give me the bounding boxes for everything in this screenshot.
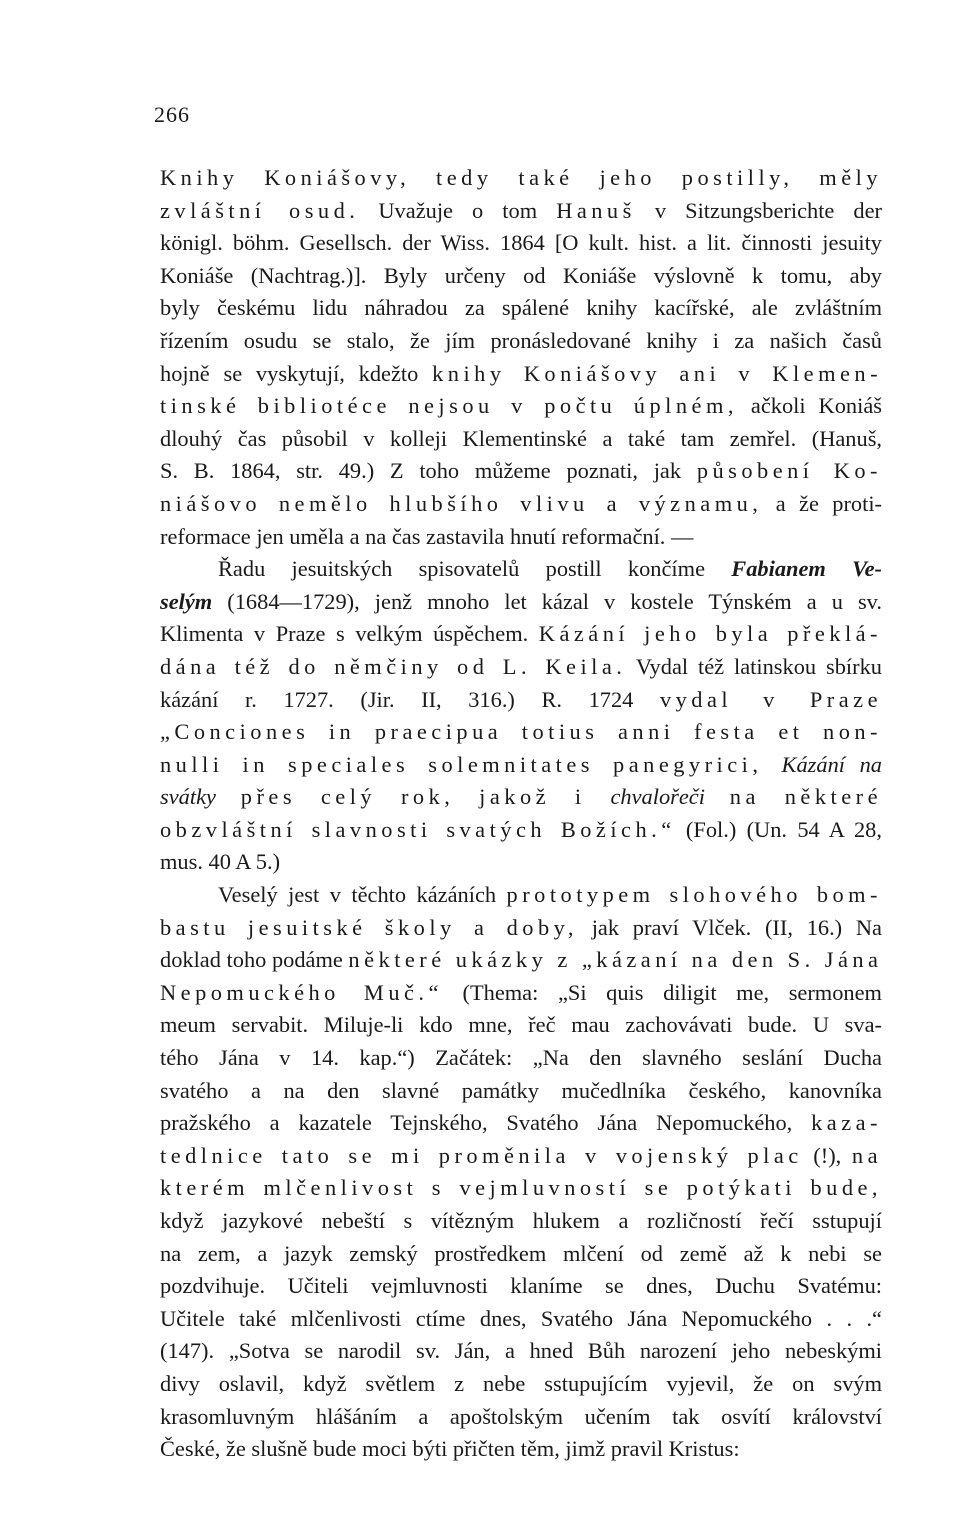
text-run: Veselý jest v těchto kázáních <box>218 882 507 908</box>
text-line <box>160 1042 882 1075</box>
body-text <box>160 162 882 1466</box>
text-run: Koniáše (Nachtrag.)]. Byly určeny od Koniáše výslovně k tomu, aby <box>160 262 882 288</box>
text-line <box>160 1368 882 1401</box>
text-run: dlouhý čas působil v kolleji Klementinské a také tam zemřel. (Hanuš, <box>160 425 882 451</box>
text-line <box>160 162 882 195</box>
text-line <box>160 1401 882 1434</box>
text-line <box>160 1205 882 1238</box>
text-run: hojně se vyskytují, kdežto <box>160 360 433 386</box>
text-line <box>160 781 882 814</box>
text-line <box>160 749 882 782</box>
text-line <box>160 358 882 391</box>
text-line <box>160 1238 882 1271</box>
text-line <box>160 521 882 554</box>
text-line <box>160 1075 882 1108</box>
text-run: když jazykové nebeští s vítězným hlukem a rozličností řečí sstupují <box>160 1208 882 1233</box>
text-run: chvalořeči <box>610 784 705 810</box>
text-line <box>160 586 882 619</box>
text-run: Uvažuje o tom <box>359 197 557 223</box>
text-line <box>160 716 882 749</box>
text-run: (Thema: „Si quis diligit me, sermonem <box>442 979 882 1005</box>
text-run: přes celý rok, jakož i <box>215 784 611 810</box>
text-line <box>160 1433 882 1466</box>
text-line <box>160 195 882 228</box>
text-run: ačkoli Koniáš <box>737 393 882 419</box>
text-run: (!), <box>802 1142 852 1168</box>
text-line <box>160 814 882 847</box>
text-run: „Conciones in praecipua totius anni festa et non- <box>160 719 882 745</box>
text-run: svatého a na den slavné památky mučedlníka českého, kanovníka <box>160 1077 882 1103</box>
page-number: 266 <box>154 102 190 127</box>
text-line <box>160 227 882 260</box>
text-run: řízením osudu se stalo, že jím pronásledované knihy i za našich časů <box>160 327 882 353</box>
text-run: působení Ko- <box>696 458 882 484</box>
text-run: v Sitzungsberichte der <box>635 197 882 223</box>
text-run: Kázání na <box>781 751 882 777</box>
text-run: divy oslavil, když světlem z nebe sstupujícím vyjevil, že on svým <box>160 1370 882 1396</box>
text-line <box>160 390 882 423</box>
text-run: České, že slušně bude moci býti přičten těm, jimž pravil Kristus: <box>160 1436 740 1462</box>
text-run: Knihy Koniášovy, tedy také jeho postilly, měly <box>160 165 882 190</box>
text-line <box>160 618 882 651</box>
text-run: dána též do němčiny od L. Keila. <box>160 653 627 679</box>
text-run: byly českému lidu náhradou za spálené knihy kacířské, ale zvláštním <box>160 295 882 321</box>
text-line <box>160 1140 882 1173</box>
text-run: S. B. 1864, str. 49.) Z toho můžeme poznati, jak <box>160 458 697 484</box>
text-run: obzvláštní slavnosti svatých Božích.“ <box>160 816 676 842</box>
text-run: prototypem slohového bom- <box>506 882 882 908</box>
text-run: a že proti- <box>762 490 882 516</box>
text-run: königl. böhm. Gesellsch. der Wiss. 1864 [O kult. hist. a lit. činnosti jesuity <box>160 230 882 256</box>
text-run: (147). „Sotva se narodil sv. Ján, a hned Bůh narození jeho nebeskými <box>160 1338 882 1364</box>
text-run: pražského a kazatele Tejnského, Svatého Jána Nepomuckého, <box>160 1110 812 1136</box>
text-run: krasomluvným hlášáním a apoštolským učením tak osvítí království <box>160 1403 882 1429</box>
text-run: vydal v Praze <box>659 686 882 712</box>
text-line <box>160 260 882 293</box>
text-run: Kázání jeho byla překlá- <box>538 621 882 647</box>
text-run: svátky <box>160 784 216 810</box>
text-run: na <box>851 1142 882 1168</box>
text-line <box>160 1270 882 1303</box>
text-run: bastu jesuitské školy a doby, <box>160 914 578 940</box>
text-line <box>160 488 882 521</box>
text-run: Hanuš <box>556 197 636 223</box>
text-line <box>160 912 882 945</box>
text-line <box>160 1303 882 1336</box>
text-run: kaza- <box>811 1110 882 1136</box>
text-run: tého Jána v 14. kap.“) Začátek: „Na den slavného seslání Ducha <box>160 1045 882 1071</box>
text-line <box>160 553 882 586</box>
text-run: na některé <box>704 784 882 810</box>
text-run: kterém mlčenlivost s vejmluvností se potýkati bude, <box>160 1175 882 1201</box>
text-run: Nepomuckého Muč.“ <box>160 979 443 1005</box>
text-line <box>160 1009 882 1042</box>
text-line <box>160 977 882 1010</box>
text-line <box>160 684 882 717</box>
text-line <box>160 1172 882 1205</box>
text-run: tinské bibliotéce nejsou v počtu úplném, <box>160 393 738 419</box>
text-run: tedlnice tato se mi proměnila v vojenský plac <box>160 1142 803 1168</box>
text-run: (Fol.) (Un. 54 A 28, <box>675 816 882 842</box>
text-line <box>160 1335 882 1368</box>
text-run: meum servabit. Miluje-li kdo mne, řeč mau zachovávati bude. U sva- <box>160 1012 882 1038</box>
text-run: Učitele také mlčenlivosti ctíme dnes, Svatého Jána Nepomuckého . . .“ <box>160 1305 882 1331</box>
text-line <box>160 651 882 684</box>
text-line <box>160 944 882 977</box>
text-line <box>160 423 882 456</box>
text-line <box>160 879 882 912</box>
text-run: selým <box>160 588 213 614</box>
text-run: Vydal též latinskou sbírku <box>626 653 882 679</box>
text-line <box>160 325 882 358</box>
text-line <box>160 455 882 488</box>
text-run: Klimenta v Praze s velkým úspěchem. <box>160 621 539 647</box>
text-run: knihy Koniášovy ani v Klemen- <box>432 360 882 386</box>
text-run: Řadu jesuitských spisovatelů postill končíme <box>218 556 732 582</box>
text-run: zvláštní osud. <box>160 197 360 223</box>
text-run: Fabianem Ve- <box>731 556 882 582</box>
text-run: mus. 40 A 5.) <box>160 849 281 875</box>
text-run: pozdvihuje. Učiteli vejmluvnosti klaníme se dnes, Duchu Svatému: <box>160 1273 882 1299</box>
text-run: na zem, a jazyk zemský prostředkem mlčení od země až k nebi se <box>160 1240 882 1266</box>
text-run: některé ukázky z „kázaní na den S. Jána <box>348 947 882 973</box>
text-run: reformace jen uměla a na čas zastavila hnutí reformační. — <box>160 523 694 549</box>
text-run: nulli in speciales solemnitates panegyrici, <box>160 751 782 777</box>
text-run: kázání r. 1727. (Jir. II, 316.) R. 1724 <box>160 686 660 712</box>
text-run: (1684—1729), jenž mnoho let kázal v kostele Týnském a u sv. <box>212 588 882 614</box>
text-run: niášovo nemělo hlubšího vlivu a významu, <box>160 490 763 516</box>
text-line <box>160 292 882 325</box>
text-line <box>160 1107 882 1140</box>
text-line <box>160 846 882 879</box>
text-run: doklad toho podáme <box>160 947 349 973</box>
text-run: jak praví Vlček. (II, 16.) Na <box>577 914 882 940</box>
